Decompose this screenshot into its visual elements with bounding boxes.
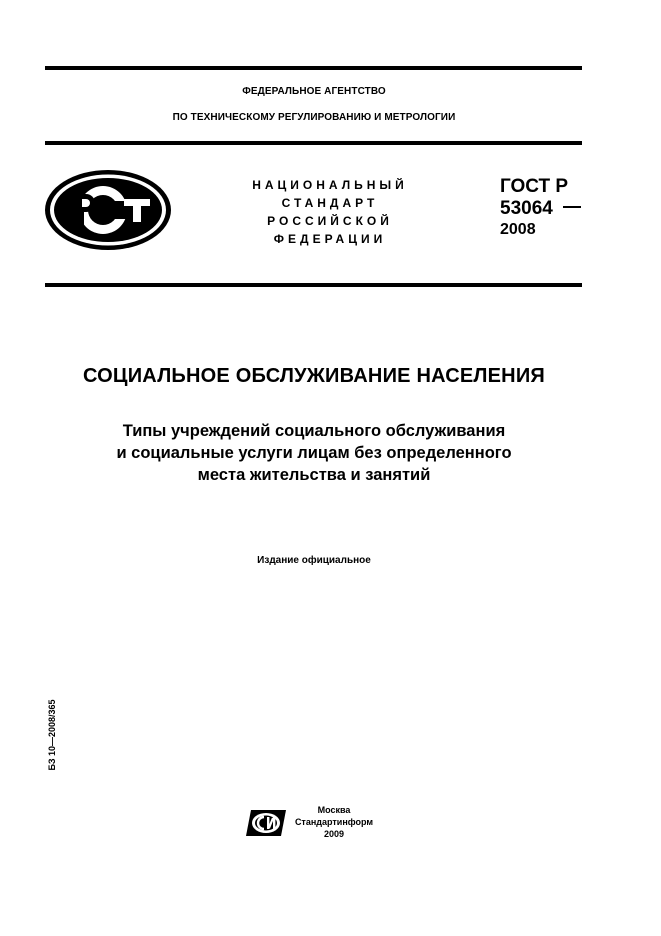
subtitle-line: Типы учреждений социального обслуживания [122, 422, 506, 440]
gost-number-line [500, 198, 568, 220]
gost-year: 2008 [500, 221, 536, 238]
standard-type-line: РОССИЙСКОЙ [267, 214, 393, 228]
gost-number-dash [563, 206, 581, 208]
header-rule [45, 141, 582, 145]
agency-name-line-1: ФЕДЕРАЛЬНОЕ АГЕНТСТВО [242, 86, 386, 97]
agency-name-line-2: ПО ТЕХНИЧЕСКОМУ РЕГУЛИРОВАНИЮ И МЕТРОЛОГИИ [172, 112, 456, 123]
publisher-name: Стандартинформ [294, 817, 374, 827]
rst-certification-mark-icon [43, 168, 173, 252]
standard-type-line: СТАНДАРТ [281, 196, 379, 210]
standard-type [230, 176, 430, 248]
title-block-rule [45, 283, 582, 287]
subtitle-line: и социальные услуги лицам без определенного [116, 444, 512, 462]
document-subtitle [45, 420, 583, 486]
standard-type-line: НАЦИОНАЛЬНЫЙ [252, 178, 408, 192]
standard-type-line: ФЕДЕРАЦИИ [273, 232, 387, 246]
side-catalog-code: БЗ 10—2008/365 [47, 699, 57, 771]
top-rule [45, 66, 582, 70]
gost-number: 53064 [500, 198, 553, 219]
standartinform-logo-icon [245, 808, 287, 838]
publisher-year: 2009 [323, 829, 345, 839]
gost-designation [500, 176, 568, 240]
edition-note: Издание официальное [257, 555, 371, 566]
publisher-city: Москва [317, 805, 351, 815]
document-title: СОЦИАЛЬНОЕ ОБСЛУЖИВАНИЕ НАСЕЛЕНИЯ [83, 365, 545, 387]
subtitle-line: места жительства и занятий [197, 466, 431, 484]
gost-prefix: ГОСТ Р [500, 176, 569, 197]
publisher-block [289, 804, 379, 840]
